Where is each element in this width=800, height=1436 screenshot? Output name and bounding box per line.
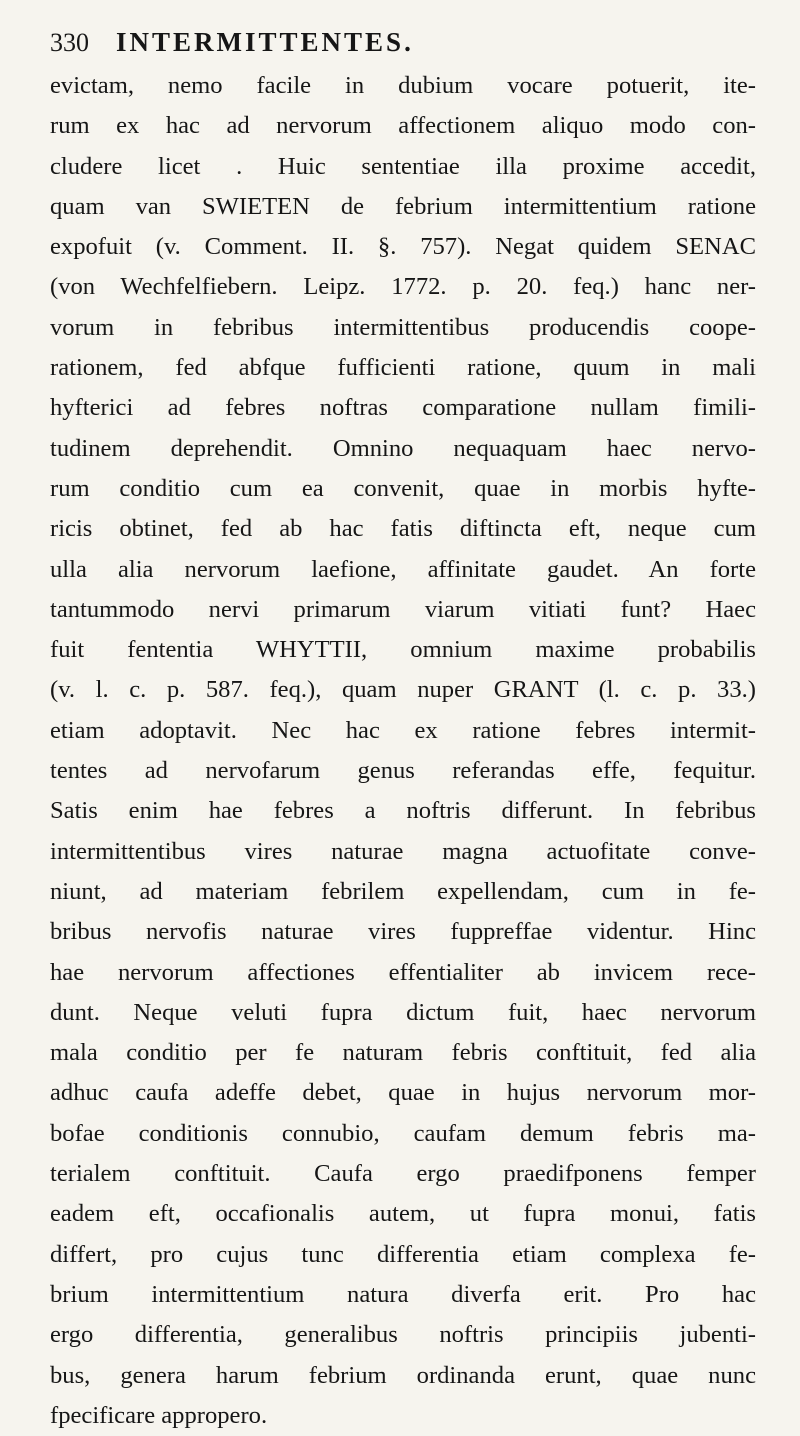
text-line: vorum in febribus intermittentibus producendis coope- bbox=[50, 313, 756, 341]
text-line: tudinem deprehendit. Omnino nequaquam haec nervo- bbox=[50, 434, 756, 462]
text-line: fpecificare appropero. bbox=[50, 1401, 268, 1429]
text-line: etiam adoptavit. Nec hac ex ratione febres intermit- bbox=[50, 716, 756, 744]
text-line: Satis enim hae febres a noftris differunt. In febribus bbox=[50, 797, 756, 825]
text-line: adhuc caufa adeffe debet, quae in hujus nervorum mor- bbox=[50, 1079, 756, 1107]
page-number: 330 bbox=[50, 28, 89, 57]
text-line: differt, pro cujus tunc differentia etiam complexa fe- bbox=[50, 1240, 756, 1268]
text-line: bribus nervofis naturae vires fuppreffae videntur. Hinc bbox=[50, 918, 756, 946]
text-line: rum ex hac ad nervorum affectionem aliquo modo con- bbox=[50, 112, 756, 140]
text-line: bus, genera harum febrium ordinanda erunt, quae nunc bbox=[50, 1361, 756, 1389]
text-line: rum conditio cum ea convenit, quae in morbis hyfte- bbox=[50, 474, 756, 502]
body-text bbox=[50, 66, 756, 1436]
text-line: tantummodo nervi primarum viarum vitiati funt? Haec bbox=[50, 595, 756, 623]
text-line: ricis obtinet, fed ab hac fatis diftincta eft, neque cum bbox=[50, 515, 756, 543]
text-line: evictam, nemo facile in dubium vocare potuerit, ite- bbox=[50, 72, 756, 99]
text-line: niunt, ad materiam febrilem expellendam, cum in fe- bbox=[50, 877, 756, 905]
text-line: ulla alia nervorum laefione, affinitate gaudet. An forte bbox=[50, 555, 756, 583]
text-line: dunt. Neque veluti fupra dictum fuit, haec nervorum bbox=[50, 998, 756, 1026]
text-line: hae nervorum affectiones effentialiter ab invicem rece- bbox=[50, 958, 756, 986]
text-line: hyfterici ad febres noftras comparatione nullam fimili- bbox=[50, 394, 756, 422]
text-line: eadem eft, occafionalis autem, ut fupra monui, fatis bbox=[50, 1200, 756, 1228]
text-line: tentes ad nervofarum genus referandas effe, fequitur. bbox=[50, 757, 756, 785]
text-line: fuit fententia WHYTTII, omnium maxime probabilis bbox=[50, 636, 756, 664]
text-line: bofae conditionis connubio, caufam demum febris ma- bbox=[50, 1119, 756, 1147]
text-line: intermittentibus vires naturae magna actuofitate conve- bbox=[50, 837, 756, 865]
running-title: INTERMITTENTES. bbox=[116, 27, 414, 57]
text-line: quam van SWIETEN de febrium intermittentium ratione bbox=[50, 192, 756, 220]
text-line: brium intermittentium natura diverfa erit. Pro hac bbox=[50, 1280, 756, 1308]
text-line: (v. l. c. p. 587. feq.), quam nuper GRANT (l. c. p. 33.) bbox=[50, 676, 756, 704]
text-line: mala conditio per fe naturam febris conftituit, fed alia bbox=[50, 1039, 756, 1067]
text-line: cludere licet . Huic sententiae illa proxime accedit, bbox=[50, 152, 756, 180]
text-line: expofuit (v. Comment. II. §. 757). Negat quidem SENAC bbox=[50, 233, 756, 261]
text-line: terialem conftituit. Caufa ergo praedifponens femper bbox=[50, 1160, 756, 1188]
text-line: rationem, fed abfque fufficienti ratione, quum in mali bbox=[50, 354, 756, 382]
text-line: ergo differentia, generalibus noftris principiis jubenti- bbox=[50, 1321, 756, 1349]
text-line: (von Wechfelfiebern. Leipz. 1772. p. 20. feq.) hanc ner- bbox=[50, 273, 756, 301]
running-head bbox=[50, 18, 756, 66]
